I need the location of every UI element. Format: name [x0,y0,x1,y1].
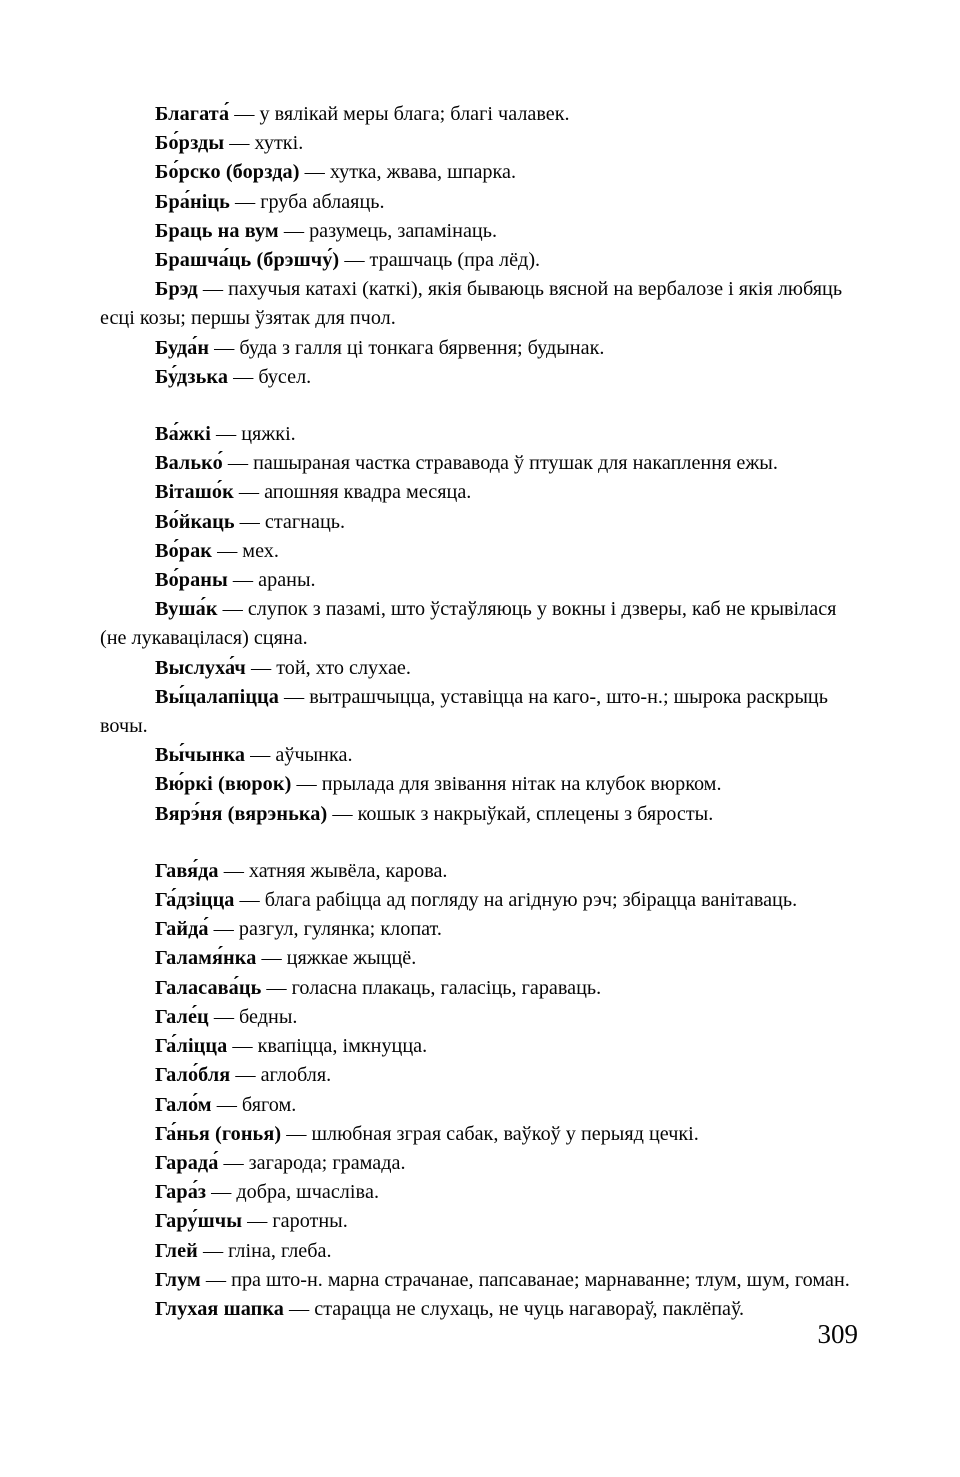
entry-gloss: аглобля. [260,1064,332,1087]
entry-headword: Бу́дзька [155,365,229,388]
entry-headword: Вярэ́ня (вярэнька) [155,802,328,825]
entry-headword: Выслуха́ч [155,656,246,679]
entry-dash: — [283,219,305,242]
dictionary-entry [100,275,858,333]
entry-headword: Вуша́к [155,598,218,621]
entry-gloss: той, хто слухае. [276,656,411,679]
dictionary-entry [100,1091,858,1120]
dictionary-entry [100,800,858,829]
section-gap-В [100,392,858,420]
entry-dash: — [344,249,365,272]
dictionary-entry [100,857,858,886]
entry-dash: — [213,1005,234,1028]
entry-headword: Буда́н [155,336,210,359]
entry-dash: — [202,278,224,301]
entry-headword: Галасава́ць [155,976,262,999]
entry-gloss: стагнаць. [264,510,345,533]
entry-dash: — [234,190,256,213]
dictionary-entry [100,1120,858,1149]
entry-dash: — [232,569,254,592]
entry-gloss: пашыраная частка стрававода ў птушак для накаплення ежы. [253,452,778,475]
dictionary-entry [100,129,858,158]
entry-dash: — [261,947,282,970]
entry-dash: — [222,598,243,621]
dictionary-entry [100,654,858,683]
entry-gloss: араны. [258,569,316,592]
entry-dash: — [289,1297,310,1320]
entry-dash: — [238,481,260,504]
entry-gloss: слупок з пазамі, што ўстаўляюць у вокны і дзверы, каб не крывілася (не лукавацілася) сцяна. [100,598,837,650]
entry-gloss: блага рабіцца ад погляду на агідную рэч; збірацца ванітаваць. [264,889,798,912]
entry-headword: Галамя́нка [155,947,257,970]
entry-headword: Бра́ніць [155,190,230,213]
dictionary-entry [100,974,858,1003]
entry-gloss: пахучыя катахі (каткі), якія бываюць вясной на вербалозе і якія любяць есці козы; першы ўзятак для пчол. [100,278,843,330]
entry-headword: Брашча́ць (брэшчу́) [155,249,340,272]
entry-dash: — [217,539,238,562]
entry-headword: Га́ліцца [155,1035,228,1058]
dictionary-entry [100,1178,858,1207]
entry-dash: — [223,859,244,882]
dictionary-entry [100,944,858,973]
dictionary-entry [100,1207,858,1236]
entry-dash: — [239,510,260,533]
entry-headword: Ва́жкі [155,423,211,446]
entry-headword: Во́рак [155,539,213,562]
entry-dash: — [227,452,249,475]
entry-dash: — [229,132,250,155]
entry-headword: Гарада́ [155,1151,219,1174]
entry-dash: — [235,1064,256,1087]
entry-dash: — [223,1151,244,1174]
dictionary-entry [100,478,858,507]
entry-gloss: загарода; грамада. [248,1151,406,1174]
dictionary-entry [100,595,858,653]
entry-dash: — [284,685,305,708]
entry-headword: Га́дзіцца [155,889,235,912]
dictionary-entry [100,915,858,944]
entry-dash: — [234,103,255,125]
dictionary-entry [100,770,858,799]
entry-headword: Гало́м [155,1093,212,1116]
entry-dash: — [250,744,271,767]
entry-dash: — [239,889,260,912]
entry-headword: Гало́бля [155,1064,231,1087]
entry-dash: — [266,976,287,999]
entry-dash: — [211,1181,232,1204]
entry-headword: Валько́ [155,452,223,475]
entry-dash: — [296,773,317,796]
entry-dash: — [205,1268,227,1291]
entry-gloss: хатняя жывёла, карова. [248,859,448,882]
entry-gloss: пра што-н. марна страчанае, папсаванае; марнаванне; тлум, шум, гоман. [231,1268,850,1291]
dictionary-entry [100,683,858,741]
dictionary-entries-column [100,100,858,1324]
entry-headword: Брэд [155,278,198,301]
page-number: 309 [817,1319,858,1349]
entry-headword: Вы́цалапіцца [155,685,279,708]
entry-gloss: аўчынка. [275,744,353,767]
entry-gloss: разумець, запамінаць. [309,219,497,242]
entry-headword: Гале́ц [155,1005,209,1028]
dictionary-entry [100,334,858,363]
entry-headword: Бо́рзды [155,132,225,155]
dictionary-entry [100,508,858,537]
dictionary-entry [100,1266,858,1295]
dictionary-entry [100,1032,858,1061]
entry-headword: Глей [155,1239,198,1262]
dictionary-entry [100,1061,858,1090]
entry-gloss: разгул, гулянка; клопат. [238,918,442,941]
dictionary-entry [100,420,858,449]
dictionary-entry [100,158,858,187]
dictionary-entry [100,566,858,595]
entry-gloss: бусел. [258,365,312,388]
entry-headword: Гавя́да [155,859,219,882]
entry-dash: — [332,802,353,825]
dictionary-entry [100,1149,858,1178]
entry-dash: — [233,365,254,388]
entry-headword: Гару́шчы [155,1210,243,1233]
dictionary-entry [100,886,858,915]
entry-headword: Глум [155,1268,201,1291]
entry-dash: — [214,336,235,359]
entry-dash: — [250,656,272,679]
entry-gloss: апошняя квадра месяца. [264,481,472,504]
entry-gloss: цяжкае жыццё. [286,947,417,970]
entry-headword: Глухая шапка [155,1297,284,1320]
entry-gloss: гліна, глеба. [228,1239,332,1262]
entry-headword: Бо́рско (борзда) [155,161,300,184]
dictionary-entry [100,1003,858,1032]
dictionary-entry [100,246,858,275]
entry-dash: — [216,1093,237,1116]
dictionary-entry [100,100,858,129]
entry-headword: Гайда́ [155,918,209,941]
dictionary-entry [100,363,858,392]
dictionary-entry [100,537,858,566]
entry-headword: Браць на вум [155,219,279,242]
entry-gloss: груба аблаяць. [260,190,385,213]
entry-gloss: бягом. [241,1093,297,1116]
entry-gloss: цяжкі. [241,423,296,446]
entry-gloss: мех. [242,539,279,562]
dictionary-entry [100,1237,858,1266]
entry-gloss: старацца не слухаць, не чуць нагавораў, паклёпаў. [314,1297,745,1320]
entry-headword: Гара́з [155,1181,207,1204]
entry-dash: — [215,423,237,446]
entry-gloss: квапіцца, імкнуцца. [257,1035,428,1058]
entry-dash: — [232,1035,253,1058]
entry-dash: — [213,918,234,941]
entry-headword: Во́раны [155,569,228,592]
entry-dash: — [202,1239,224,1262]
entry-headword: Вы́чынка [155,744,246,767]
entry-gloss: кошык з накрыўкай, сплецены з бяросты. [357,802,714,825]
entry-headword: Га́нья (гонья) [155,1122,282,1145]
entry-gloss: прылада для звівання нітак на клубок вюрком. [321,773,722,796]
entry-gloss: голасна плакаць, галасіць, гараваць. [291,976,602,999]
entry-gloss: у вялікай меры блага; благі чалавек. [259,103,570,125]
entry-headword: Віташо́к [155,481,234,504]
dictionary-entry [100,449,858,478]
entry-gloss: буда з галля ці тонкага бярвення; будынак. [239,336,605,359]
section-gap-Г [100,829,858,857]
entry-gloss: добра, шчаслівa. [236,1181,380,1204]
entry-gloss: бедны. [239,1005,298,1028]
entry-gloss: гаротны. [272,1210,348,1233]
entry-gloss: хуткі. [254,132,304,155]
entry-headword: Вю́ркі (вюрок) [155,773,292,796]
entry-gloss: вытрашчыцца, уставіцца на каго-, што-н.; шырока раскрыць вочы. [100,685,828,738]
entry-dash: — [247,1210,268,1233]
entry-dash: — [304,161,325,184]
dictionary-entry [100,188,858,217]
entry-gloss: шлюбная зграя сабак, ваўкоў у перыяд цечкі. [311,1122,699,1145]
dictionary-entry [100,741,858,770]
entry-gloss: хутка, жвава, шпарка. [329,161,517,184]
entry-headword: Во́йкаць [155,510,235,533]
entry-headword: Благата́ [155,103,230,125]
entry-dash: — [286,1122,307,1145]
entry-gloss: трашчаць (пра лёд). [369,249,541,272]
dictionary-entry [100,217,858,246]
